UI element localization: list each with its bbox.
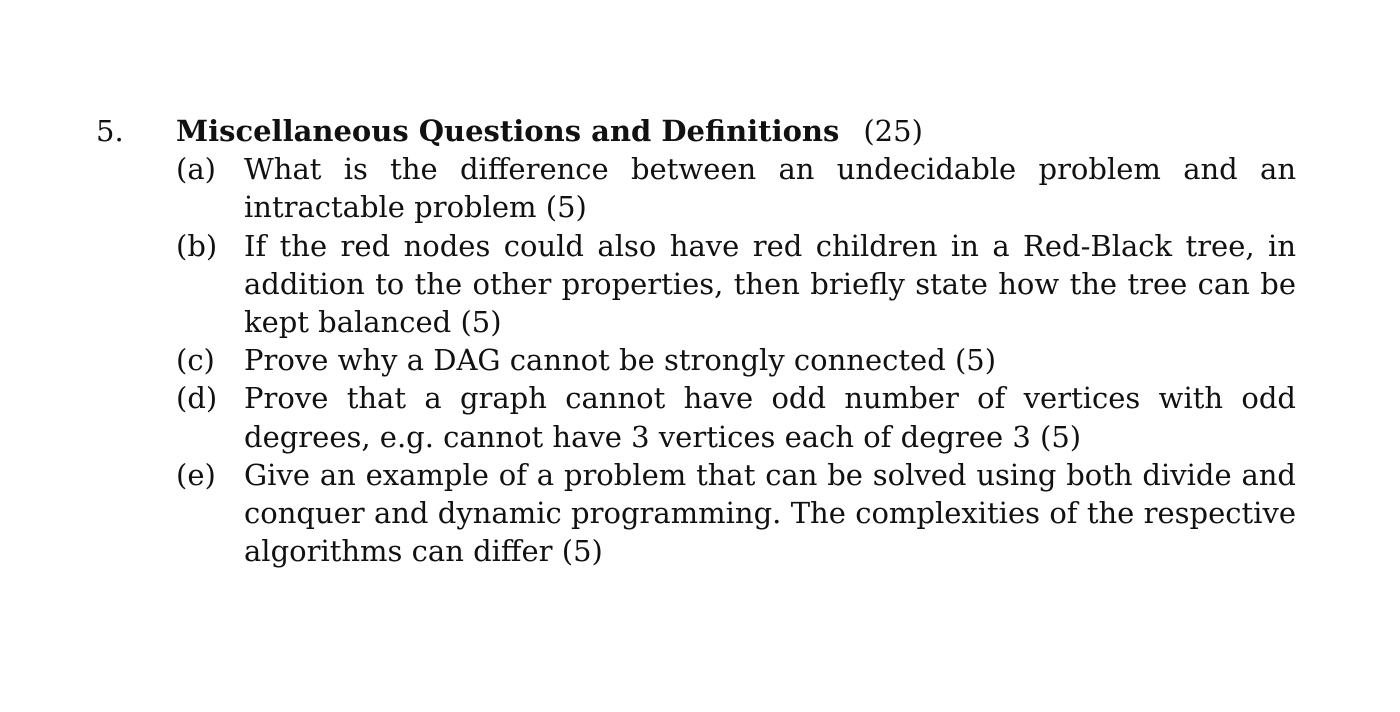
question-number: 5. — [96, 114, 124, 148]
question-part-b — [176, 227, 1296, 342]
question-block — [96, 112, 1296, 570]
part-label: (b) — [176, 228, 218, 263]
question-header — [96, 112, 1296, 150]
part-text: Prove that a graph cannot have odd number of vertices with odd degrees, e.g. cannot have 3 vertices each of degree 3 (5) — [244, 381, 1296, 454]
part-text: Give an example of a problem that can be solved using both divide and conquer and dynamic programming. The complexities of the respective algorithms can differ (5) — [244, 457, 1296, 569]
part-label: (d) — [176, 381, 218, 416]
part-text: If the red nodes could also have red children in a Red-Black tree, in addition to the other properties, then briefly state how the tree can be kept balanced (5) — [244, 228, 1296, 339]
question-parts-list — [176, 150, 1296, 570]
part-label: (c) — [176, 343, 215, 378]
part-label: (a) — [176, 152, 216, 187]
question-part-e — [176, 456, 1296, 571]
question-part-c — [176, 341, 1296, 379]
question-part-d — [176, 379, 1296, 455]
question-part-a — [176, 150, 1296, 226]
question-title: Miscellaneous Questions and Definitions — [176, 114, 840, 148]
question-points: (25) — [863, 114, 923, 148]
part-text: Prove why a DAG cannot be strongly connected (5) — [244, 343, 997, 378]
part-text: What is the difference between an undecidable problem and an intractable problem (5) — [244, 152, 1296, 225]
part-label: (e) — [176, 457, 216, 492]
